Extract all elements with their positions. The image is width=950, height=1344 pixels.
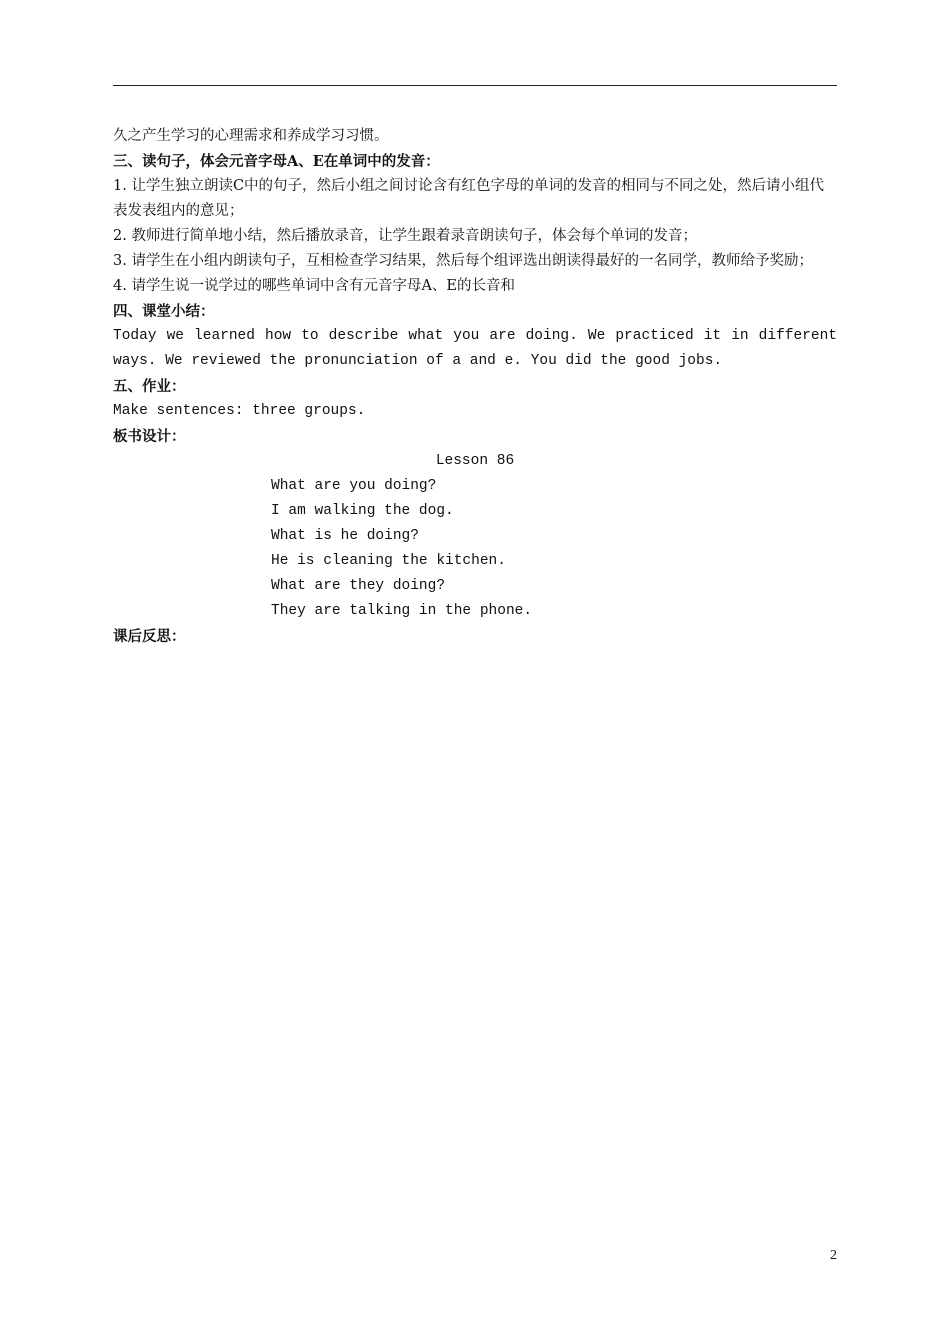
section-3-item-2: 2. 教师进行简单地小结，然后播放录音，让学生跟着录音朗读句子，体会每个单词的发音；: [113, 228, 697, 244]
section-3-item-3: 3. 请学生在小组内朗读句子，互相检查学习结果，然后每个组评选出朗读得最好的一名同学，教师给予奖励；: [113, 253, 813, 269]
reflection-heading: 课后反思：: [113, 628, 186, 645]
board-lesson-title: Lesson 86: [435, 453, 515, 469]
board-design-heading: 板书设计：: [113, 428, 186, 445]
section-4-summary: Today we learned how to describe what you are doing. We practiced it in different ways. We reviewed the pronunciation of a and e. You did the good jobs.: [113, 328, 837, 369]
section-3-item-4: 4. 请学生说一说学过的哪些单词中含有元音字母A、E的长音和: [113, 278, 515, 294]
intro-paragraph: 久之产生学习的心理需求和养成学习习惯。: [113, 128, 389, 144]
section-5-heading: 五、作业：: [113, 378, 186, 395]
homework-text: Make sentences: three groups.: [113, 403, 366, 419]
section-4-heading: 四、课堂小结：: [113, 303, 215, 320]
board-line: What are you doing?: [271, 478, 437, 494]
board-line: He is cleaning the kitchen.: [271, 553, 506, 569]
header-rule: [113, 85, 837, 86]
section-3-heading: 三、读句子，体会元音字母A、E在单词中的发音：: [113, 153, 440, 170]
section-3-item-1: 1. 让学生独立朗读C中的句子，然后小组之间讨论含有红色字母的单词的发音的相同与不同之处，然后请小组代表发表组内的意见；: [113, 178, 825, 219]
board-line: They are talking in the phone.: [271, 603, 533, 619]
board-lines: [113, 474, 837, 624]
page-number: 2: [830, 1248, 837, 1263]
document-body: [113, 124, 837, 649]
board-line: I am walking the dog.: [271, 503, 454, 519]
board-line: What is he doing?: [271, 528, 419, 544]
board-line: What are they doing?: [271, 578, 446, 594]
